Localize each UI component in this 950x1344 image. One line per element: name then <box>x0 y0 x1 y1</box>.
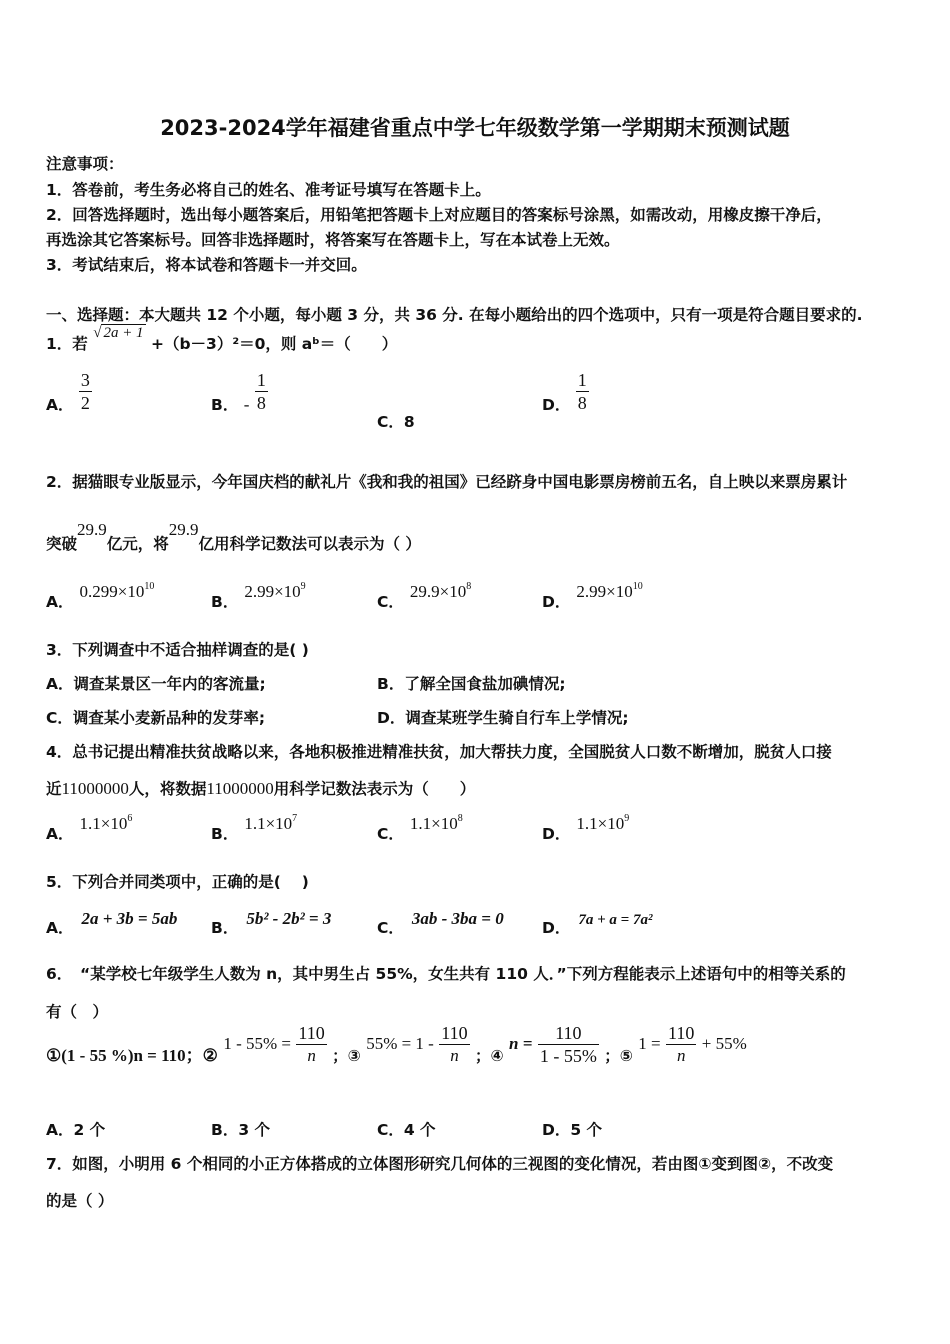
sci-exponent: 10 <box>144 581 155 592</box>
denominator: 2 <box>80 393 90 413</box>
q2-option-b: B．$2.99\times 10^9$ <box>211 581 306 611</box>
sci-base: 2.99 <box>576 582 607 601</box>
option-label: B． <box>211 825 239 843</box>
math-expression: 3ab - 3ba = 0 <box>411 909 504 928</box>
denominator: n <box>307 1046 316 1065</box>
sci-exponent: 9 <box>300 581 306 592</box>
question-7-line1: 7．如图，小明用 6 个相同的小正方体搭成的立体图形研究几何体的三视图的变化情况，若由图①变到图②，不改变 <box>46 1155 834 1173</box>
fraction <box>296 1022 326 1067</box>
q2-option-a: A．$0.299\times 10^{10}$ <box>46 581 155 611</box>
q1-option-a <box>46 370 92 428</box>
q4-option-b: B．$1.1\times 10^7$ <box>211 813 298 843</box>
equation-2-left: 1 - 55% = <box>223 1034 291 1053</box>
equation-3-left: 55% = 1 - <box>366 1034 434 1053</box>
notice-item: 1．答卷前，考生务必将自己的姓名、准考证号填写在答题卡上。 <box>46 181 491 199</box>
q4-option-a: A．$1.1\times 10^6$ <box>46 813 133 843</box>
option-label: D． <box>542 396 571 414</box>
question-4-line2 <box>46 777 475 799</box>
option-label: B． <box>211 593 239 611</box>
numerator: 110 <box>538 1022 599 1045</box>
sci-exponent: 7 <box>292 813 298 824</box>
notice-item: 3．考试结束后，将本试卷和答题卡一并交回。 <box>46 256 367 274</box>
notice-item: 再选涂其它答案标号。回答非选择题时，将答案写在答题卡上，写在本试卷上无效。 <box>46 231 620 249</box>
q6-option-a: A．2 个 <box>46 1121 106 1139</box>
option-label: A． <box>46 919 74 937</box>
question-2-line2 <box>46 520 421 554</box>
equation-5-left: 1 = <box>638 1034 661 1053</box>
option-label: A． <box>46 396 74 414</box>
q3-option-b: B．了解全国食盐加碘情况; <box>377 675 566 693</box>
sci-base: 1.1 <box>79 814 101 833</box>
q3-option-d: D．调查某班学生骑自行车上学情况; <box>377 709 629 727</box>
denominator: 1 - 55% <box>539 1046 597 1066</box>
q5-option-b <box>211 909 332 938</box>
fraction <box>439 1022 469 1067</box>
option-label: C． <box>377 919 404 937</box>
q5-option-c <box>377 909 504 938</box>
option-label: B． <box>211 396 239 414</box>
q6-option-d: D．5 个 <box>542 1121 603 1139</box>
sci-exponent: 10 <box>632 581 643 592</box>
q3-option-c: C．调查某小麦新品种的发芽率; <box>46 709 266 727</box>
equation-4-left: n = <box>509 1034 533 1053</box>
sci-base: 1.1 <box>576 814 598 833</box>
fraction <box>576 369 589 414</box>
q4-number: 11000000 <box>206 779 274 798</box>
q4-text: 用科学记数法表示为（ ） <box>273 780 476 798</box>
q2-option-d: D．$2.99\times 10^{10}$ <box>542 581 643 611</box>
fraction <box>79 369 92 414</box>
numerator: 110 <box>441 1023 468 1043</box>
q6-option-c: C．4 个 <box>377 1121 436 1139</box>
q6-option-b: B．3 个 <box>211 1121 270 1139</box>
denominator: n <box>450 1046 459 1065</box>
sci-base: 1.1 <box>244 814 266 833</box>
q1-prefix: 1．若 <box>46 335 88 353</box>
sci-base: 1.1 <box>409 814 432 833</box>
question-7-line2: 的是（ ） <box>46 1192 114 1210</box>
radicand: 2a + 1 <box>103 325 144 341</box>
equation-1: ①(1 - 55 %)n = 110；② <box>46 1046 218 1065</box>
numerator: 1 <box>256 370 266 390</box>
denominator: 8 <box>577 393 587 413</box>
option-label: D． <box>542 593 571 611</box>
sci-exponent: 6 <box>127 813 133 824</box>
q4-option-d: D．$1.1\times 10^9$ <box>542 813 630 843</box>
sci-exponent: 9 <box>624 813 630 824</box>
option-label: B． <box>211 919 239 937</box>
q1-option-d <box>542 370 589 428</box>
notice-heading: 注意事项： <box>46 155 124 173</box>
denominator: 8 <box>256 393 266 413</box>
option-label: C． <box>377 593 404 611</box>
sci-exponent: 8 <box>457 813 463 824</box>
separator: ；③ <box>332 1047 361 1065</box>
q5-option-d <box>542 912 653 938</box>
question-6-line1: 6． “某学校七年级学生人数为 n，其中男生占 55%，女生共有 110 人．”下列方程能表示上述语句中的相等关系的 <box>46 965 846 983</box>
question-6-line2: 有（ ） <box>46 1003 109 1021</box>
sqrt-expression: √ 2a + 1 <box>93 325 144 341</box>
option-label: A． <box>46 593 74 611</box>
q2-text: 突破 <box>46 535 78 553</box>
notice-item: 2．回答选择题时，选出每小题答案后，用铅笔把答题卡上对应题目的答案标号涂黑，如需改动，用橡皮擦干净后， <box>46 206 832 224</box>
q2-value: 29.9 <box>168 520 199 539</box>
math-expression: 2a + 3b = 5ab <box>81 909 178 928</box>
q2-value: 29.9 <box>77 520 107 539</box>
sci-base: 2.99 <box>244 582 275 601</box>
option-label: D． <box>542 825 571 843</box>
section-heading: 一、选择题：本大题共 12 个小题，每小题 3 分，共 36 分. 在每小题给出的四个选项中，只有一项是符合题目要求的. <box>46 306 863 324</box>
minus-sign: - <box>243 395 250 414</box>
q1-option-b <box>211 370 268 428</box>
q2-option-c: C．$29.9\times 10^8$ <box>377 581 472 611</box>
q1-option-c: C．8 <box>377 413 415 431</box>
question-2-line1: 2．据猫眼专业版显示，今年国庆档的献礼片《我和我的祖国》已经跻身中国电影票房榜前五名，自上映以来票房累计 <box>46 473 848 491</box>
numerator: 1 <box>577 370 587 390</box>
question-5-stem: 5．下列合并同类项中，正确的是( ) <box>46 873 309 891</box>
question-4-line1: 4．总书记提出精准扶贫战略以来，各地积极推进精准扶贫，加大帮扶力度，全国脱贫人口数不断增加，脱贫人口接 <box>46 743 832 761</box>
q3-option-a: A．调查某景区一年内的客流量; <box>46 675 266 693</box>
q2-text: 亿用科学记数法可以表示为（ ） <box>198 535 421 553</box>
fraction <box>666 1022 696 1067</box>
q1-rest: +（b－3）²＝0，则 aᵇ＝（ ） <box>150 335 398 353</box>
fraction <box>255 369 268 414</box>
option-label: D． <box>542 919 571 937</box>
q4-text: 人，将数据 <box>128 780 207 798</box>
question-3-stem: 3．下列调查中不适合抽样调查的是( ) <box>46 641 309 659</box>
q6-equations <box>46 1023 747 1079</box>
numerator: 110 <box>298 1023 325 1043</box>
q4-text: 近 <box>46 780 62 798</box>
equation-5-right: + 55% <box>701 1034 747 1053</box>
q5-option-a <box>46 909 178 938</box>
question-1-stem <box>46 325 398 354</box>
math-expression: 7a + a = 7a² <box>578 912 653 928</box>
numerator: 110 <box>668 1023 695 1043</box>
sci-exponent: 8 <box>466 581 472 592</box>
sci-base: 0.299 <box>79 582 118 601</box>
sci-base: 29.9 <box>409 582 440 601</box>
q4-number: 11000000 <box>61 779 129 798</box>
fraction <box>538 1022 599 1067</box>
numerator: 3 <box>80 370 90 390</box>
option-label: C． <box>377 825 404 843</box>
denominator: n <box>676 1046 686 1065</box>
separator: ；⑤ <box>604 1047 633 1065</box>
option-label: A． <box>46 825 74 843</box>
q4-option-c: C．$1.1\times 10^8$ <box>377 813 463 843</box>
q2-text: 亿元，将 <box>106 535 169 553</box>
separator: ；④ <box>475 1047 504 1065</box>
math-expression: 5b² - 2b² = 3 <box>246 909 332 928</box>
page-title: 2023-2024学年福建省重点中学七年级数学第一学期期末预测试题 <box>160 116 790 140</box>
